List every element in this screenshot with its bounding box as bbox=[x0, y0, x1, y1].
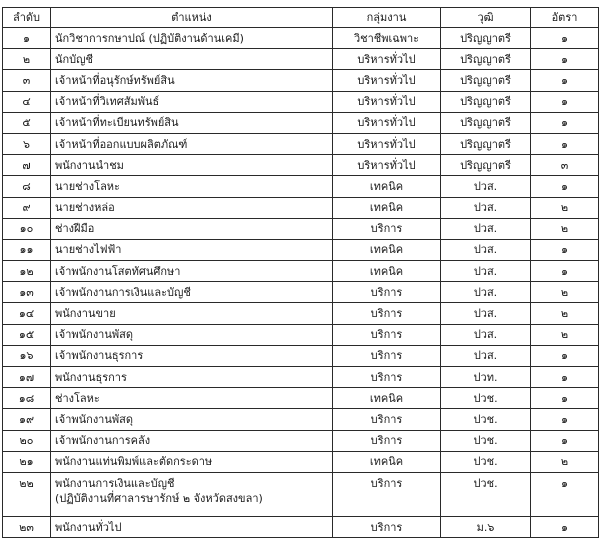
row-degree: ปวช. bbox=[441, 409, 531, 430]
row-rate: ๑ bbox=[531, 239, 599, 260]
row-number: ๑๑ bbox=[3, 239, 51, 260]
row-rate: ๑ bbox=[531, 367, 599, 388]
row-rate: ๑ bbox=[531, 28, 599, 49]
row-position: เจ้าพนักงานการเงินและบัญชี bbox=[51, 282, 333, 303]
row-group: บริการ bbox=[333, 472, 441, 516]
row-number: ๑๕ bbox=[3, 324, 51, 345]
row-group: บริหารทั่วไป bbox=[333, 49, 441, 70]
row-number: ๙ bbox=[3, 197, 51, 218]
row-rate: ๑ bbox=[531, 49, 599, 70]
row-degree: ปริญญาตรี bbox=[441, 28, 531, 49]
table-row bbox=[3, 49, 599, 70]
row-position: นักบัญชี bbox=[51, 49, 333, 70]
row-group: บริการ bbox=[333, 409, 441, 430]
row-degree: ปริญญาตรี bbox=[441, 133, 531, 154]
row-position: เจ้าหน้าที่วิเทศสัมพันธ์ bbox=[51, 91, 333, 112]
row-position-note: (ปฏิบัติงานที่ศาลารษารักษ์ ๒ จังหวัดสงขลา) bbox=[55, 491, 263, 505]
row-group: บริหารทั่วไป bbox=[333, 91, 441, 112]
table-row bbox=[3, 261, 599, 282]
row-rate: ๑ bbox=[531, 261, 599, 282]
row-rate: ๑ bbox=[531, 388, 599, 409]
row-rate: ๓ bbox=[531, 155, 599, 176]
row-position: เจ้าพนักงานพัสดุ bbox=[51, 409, 333, 430]
row-position: เจ้าพนักงานพัสดุ bbox=[51, 324, 333, 345]
row-number: ๑๒ bbox=[3, 261, 51, 282]
row-position: เจ้าหน้าที่ทะเบียนทรัพย์สิน bbox=[51, 112, 333, 133]
table-row bbox=[3, 367, 599, 388]
table-row bbox=[3, 70, 599, 91]
row-degree: ปริญญาตรี bbox=[441, 112, 531, 133]
row-position: เจ้าหน้าที่ออกแบบผลิตภัณฑ์ bbox=[51, 133, 333, 154]
row-number: ๗ bbox=[3, 155, 51, 176]
row-group: เทคนิค bbox=[333, 239, 441, 260]
table-body bbox=[3, 28, 599, 538]
row-group: บริหารทั่วไป bbox=[333, 112, 441, 133]
row-degree: ปวส. bbox=[441, 239, 531, 260]
row-group: เทคนิค bbox=[333, 197, 441, 218]
row-group: บริการ bbox=[333, 282, 441, 303]
row-number: ๒ bbox=[3, 49, 51, 70]
table-row bbox=[3, 430, 599, 451]
positions-table bbox=[2, 7, 599, 538]
row-number: ๒๐ bbox=[3, 430, 51, 451]
table-row bbox=[3, 133, 599, 154]
table-row bbox=[3, 28, 599, 49]
row-position-title: พนักงานการเงินและบัญชี bbox=[55, 476, 175, 490]
row-group: บริการ bbox=[333, 218, 441, 239]
row-number: ๔ bbox=[3, 91, 51, 112]
row-position: นักวิชาการกษาปณ์ (ปฏิบัติงานด้านเคมี) bbox=[51, 28, 333, 49]
table-row bbox=[3, 345, 599, 366]
row-group: เทคนิค bbox=[333, 388, 441, 409]
row-rate: ๑ bbox=[531, 409, 599, 430]
row-group: บริหารทั่วไป bbox=[333, 70, 441, 91]
row-position: นายช่างหล่อ bbox=[51, 197, 333, 218]
table-row bbox=[3, 176, 599, 197]
row-rate: ๑ bbox=[531, 70, 599, 91]
row-degree: ปวส. bbox=[441, 282, 531, 303]
row-rate: ๑ bbox=[531, 91, 599, 112]
row-degree: ปวส. bbox=[441, 345, 531, 366]
table-row bbox=[3, 218, 599, 239]
row-group: บริการ bbox=[333, 367, 441, 388]
row-position: พนักงานทั่วไป bbox=[51, 516, 333, 537]
table-row bbox=[3, 282, 599, 303]
row-rate: ๑ bbox=[531, 430, 599, 451]
row-number: ๒๑ bbox=[3, 451, 51, 472]
table-row bbox=[3, 303, 599, 324]
row-group: เทคนิค bbox=[333, 261, 441, 282]
table-row bbox=[3, 197, 599, 218]
row-rate: ๑ bbox=[531, 516, 599, 537]
row-rate: ๒ bbox=[531, 324, 599, 345]
row-group: วิชาชีพเฉพาะ bbox=[333, 28, 441, 49]
row-number: ๘ bbox=[3, 176, 51, 197]
row-position: ช่างโลหะ bbox=[51, 388, 333, 409]
table-row bbox=[3, 388, 599, 409]
row-position bbox=[51, 472, 333, 516]
row-degree: ปวช. bbox=[441, 451, 531, 472]
table-row bbox=[3, 472, 599, 516]
table-row bbox=[3, 409, 599, 430]
row-group: บริการ bbox=[333, 430, 441, 451]
row-number: ๖ bbox=[3, 133, 51, 154]
row-degree: ปวช. bbox=[441, 472, 531, 516]
row-group: บริการ bbox=[333, 324, 441, 345]
header-no: ลำดับ bbox=[3, 8, 51, 28]
row-group: บริหารทั่วไป bbox=[333, 133, 441, 154]
row-degree: ปวส. bbox=[441, 303, 531, 324]
row-rate: ๑ bbox=[531, 345, 599, 366]
row-number: ๑๔ bbox=[3, 303, 51, 324]
row-degree: ปวช. bbox=[441, 430, 531, 451]
row-group: เทคนิค bbox=[333, 451, 441, 472]
row-position: ช่างฝีมือ bbox=[51, 218, 333, 239]
row-rate: ๑ bbox=[531, 112, 599, 133]
row-degree: ปริญญาตรี bbox=[441, 91, 531, 112]
row-group: เทคนิค bbox=[333, 176, 441, 197]
table-row bbox=[3, 324, 599, 345]
row-degree: ปริญญาตรี bbox=[441, 155, 531, 176]
row-number: ๑๘ bbox=[3, 388, 51, 409]
row-position: พนักงานแท่นพิมพ์และตัดกระดาษ bbox=[51, 451, 333, 472]
row-number: ๓ bbox=[3, 70, 51, 91]
table-row bbox=[3, 516, 599, 537]
row-group: บริการ bbox=[333, 516, 441, 537]
row-position: เจ้าพนักงานโสตทัศนศึกษา bbox=[51, 261, 333, 282]
row-degree: ปวส. bbox=[441, 176, 531, 197]
table-row bbox=[3, 155, 599, 176]
row-group: บริหารทั่วไป bbox=[333, 155, 441, 176]
row-rate: ๑ bbox=[531, 472, 599, 516]
row-position: เจ้าหน้าที่อนุรักษ์ทรัพย์สิน bbox=[51, 70, 333, 91]
table-row bbox=[3, 91, 599, 112]
header-group: กลุ่มงาน bbox=[333, 8, 441, 28]
row-degree: ปริญญาตรี bbox=[441, 49, 531, 70]
row-position: นายช่างไฟฟ้า bbox=[51, 239, 333, 260]
row-position: พนักงานธุรการ bbox=[51, 367, 333, 388]
header-rate: อัตรา bbox=[531, 8, 599, 28]
row-rate: ๒ bbox=[531, 451, 599, 472]
header-position: ตำแหน่ง bbox=[51, 8, 333, 28]
row-number: ๒๓ bbox=[3, 516, 51, 537]
row-degree: ปวท. bbox=[441, 367, 531, 388]
row-position: พนักงานนำชม bbox=[51, 155, 333, 176]
header-row bbox=[3, 8, 599, 28]
row-position: พนักงานขาย bbox=[51, 303, 333, 324]
row-number: ๒๒ bbox=[3, 472, 51, 516]
row-group: บริการ bbox=[333, 303, 441, 324]
row-rate: ๒ bbox=[531, 303, 599, 324]
row-number: ๑ bbox=[3, 28, 51, 49]
row-rate: ๑ bbox=[531, 133, 599, 154]
row-degree: ปวส. bbox=[441, 218, 531, 239]
row-degree: ปวส. bbox=[441, 197, 531, 218]
row-number: ๑๖ bbox=[3, 345, 51, 366]
row-degree: ปวส. bbox=[441, 324, 531, 345]
row-degree: ปวช. bbox=[441, 388, 531, 409]
row-number: ๑๙ bbox=[3, 409, 51, 430]
row-rate: ๒ bbox=[531, 218, 599, 239]
table-row bbox=[3, 451, 599, 472]
row-degree: ปริญญาตรี bbox=[441, 70, 531, 91]
row-number: ๑๓ bbox=[3, 282, 51, 303]
table-row bbox=[3, 239, 599, 260]
header-degree: วุฒิ bbox=[441, 8, 531, 28]
row-degree: ม.๖ bbox=[441, 516, 531, 537]
row-number: ๕ bbox=[3, 112, 51, 133]
row-position: เจ้าพนักงานธุรการ bbox=[51, 345, 333, 366]
row-number: ๑๗ bbox=[3, 367, 51, 388]
row-position: นายช่างโลหะ bbox=[51, 176, 333, 197]
row-rate: ๑ bbox=[531, 176, 599, 197]
row-number: ๑๐ bbox=[3, 218, 51, 239]
row-rate: ๒ bbox=[531, 282, 599, 303]
row-degree: ปวส. bbox=[441, 261, 531, 282]
row-position: เจ้าพนักงานการคลัง bbox=[51, 430, 333, 451]
row-rate: ๒ bbox=[531, 197, 599, 218]
table-row bbox=[3, 112, 599, 133]
row-group: บริการ bbox=[333, 345, 441, 366]
